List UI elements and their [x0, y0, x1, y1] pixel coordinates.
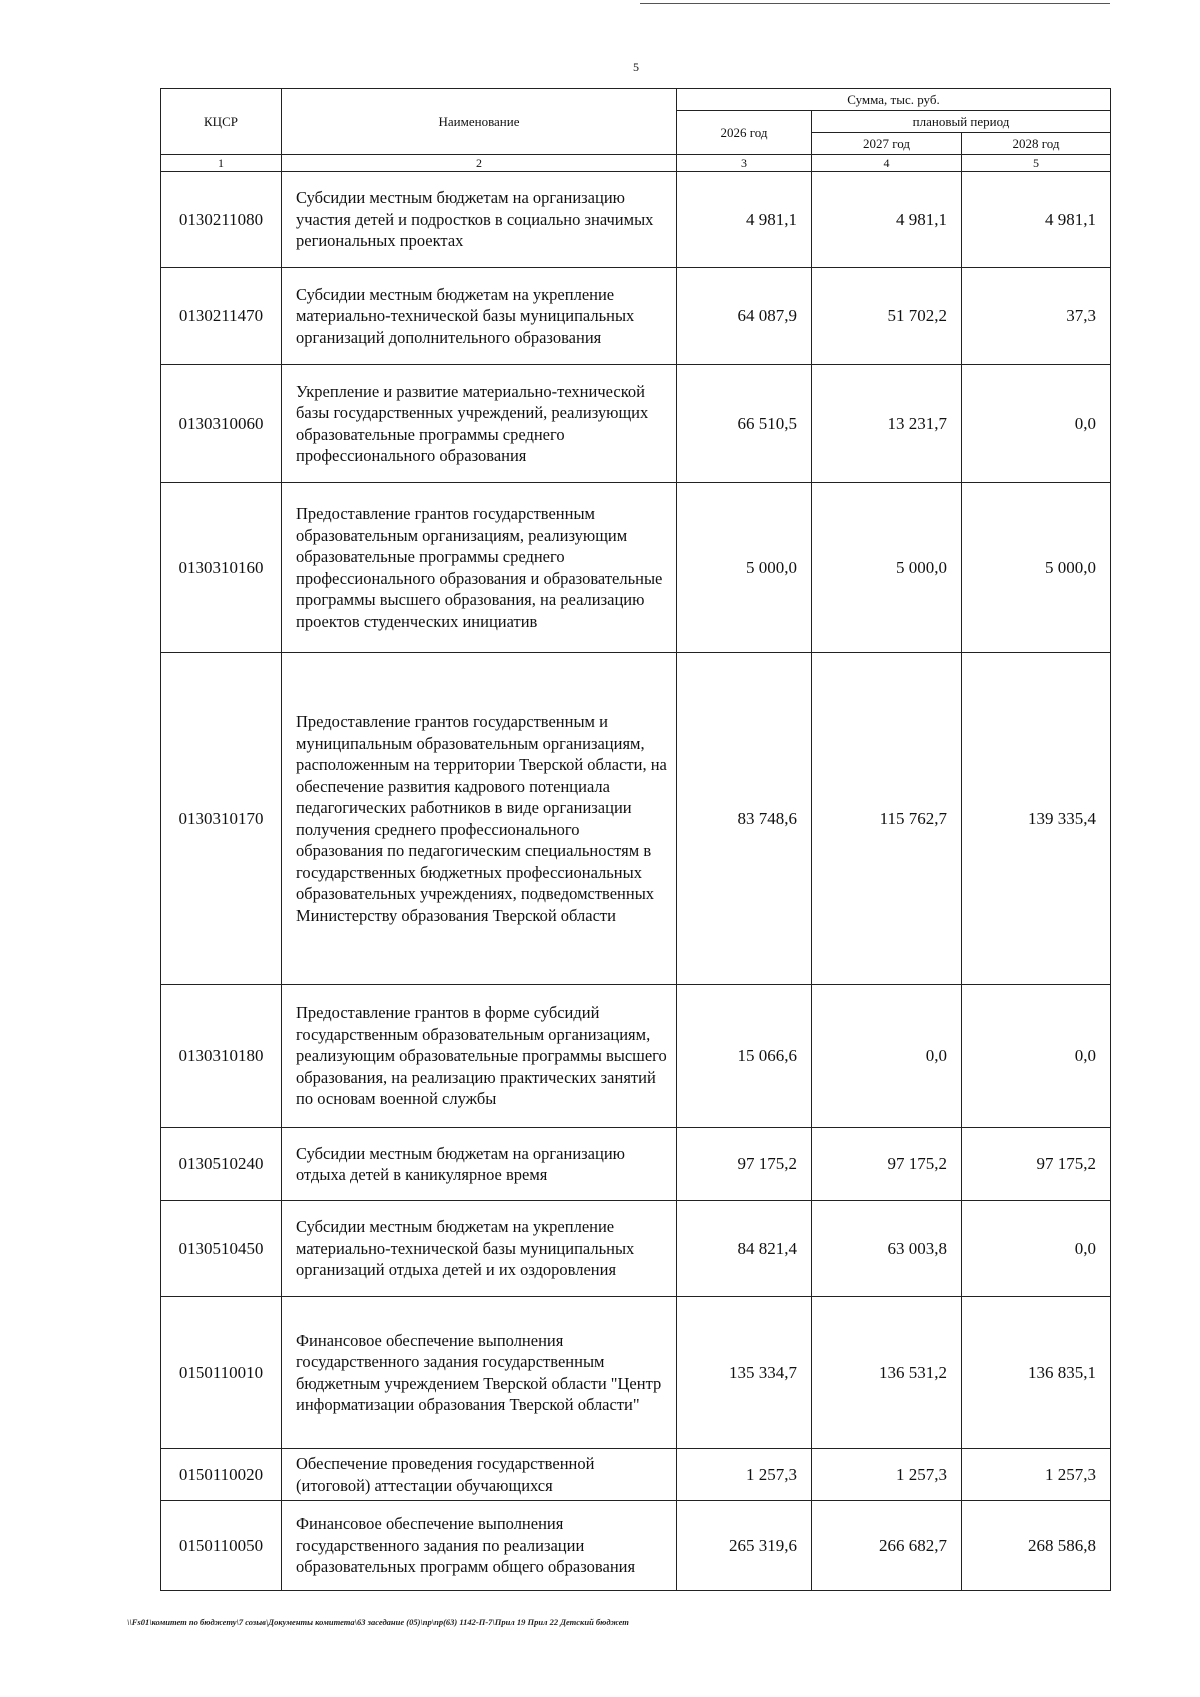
column-number: 5 — [962, 155, 1111, 172]
header-name: Наименование — [282, 89, 677, 155]
row-value-2028: 0,0 — [962, 985, 1111, 1128]
row-value-2026: 5 000,0 — [677, 483, 812, 653]
column-number: 3 — [677, 155, 812, 172]
row-value-2028: 37,3 — [962, 268, 1111, 365]
row-value-2028: 268 586,8 — [962, 1501, 1111, 1591]
row-value-2027: 0,0 — [812, 985, 962, 1128]
row-name: Субсидии местным бюджетам на укрепление материально-технической базы муниципальных организаций дополнительного образования — [282, 268, 677, 365]
row-value-2026: 265 319,6 — [677, 1501, 812, 1591]
row-value-2027: 63 003,8 — [812, 1201, 962, 1297]
row-code: 0130310180 — [161, 985, 282, 1128]
row-code: 0130211470 — [161, 268, 282, 365]
table-row — [161, 1501, 1111, 1591]
table-row — [161, 1297, 1111, 1449]
table-row — [161, 1449, 1111, 1501]
row-value-2026: 1 257,3 — [677, 1449, 812, 1501]
budget-table — [160, 88, 1111, 1591]
row-code: 0130510450 — [161, 1201, 282, 1297]
table-body — [161, 172, 1111, 1591]
header-sum: Сумма, тыс. руб. — [677, 89, 1111, 111]
row-value-2028: 139 335,4 — [962, 653, 1111, 985]
table-row — [161, 483, 1111, 653]
row-name: Субсидии местным бюджетам на организацию отдыха детей в каникулярное время — [282, 1128, 677, 1201]
row-value-2028: 4 981,1 — [962, 172, 1111, 268]
row-value-2027: 115 762,7 — [812, 653, 962, 985]
row-name: Субсидии местным бюджетам на организацию участия детей и подростков в социально значимых региональных проектах — [282, 172, 677, 268]
table-row — [161, 365, 1111, 483]
row-code: 0150110010 — [161, 1297, 282, 1449]
table-row — [161, 1201, 1111, 1297]
row-value-2028: 0,0 — [962, 1201, 1111, 1297]
row-value-2026: 64 087,9 — [677, 268, 812, 365]
row-name: Субсидии местным бюджетам на укрепление материально-технической базы муниципальных организаций отдыха детей и их оздоровления — [282, 1201, 677, 1297]
row-name: Предоставление грантов государственным образовательным организациям, реализующим образовательные программы среднего профессионального образования и образовательные программы высшего образования, на реализацию проектов студенческих инициатив — [282, 483, 677, 653]
row-code: 0130211080 — [161, 172, 282, 268]
row-value-2027: 1 257,3 — [812, 1449, 962, 1501]
row-name: Обеспечение проведения государственной (итоговой) аттестации обучающихся — [282, 1449, 677, 1501]
row-code: 0130510240 — [161, 1128, 282, 1201]
row-value-2028: 97 175,2 — [962, 1128, 1111, 1201]
row-value-2026: 66 510,5 — [677, 365, 812, 483]
header-planned-period: плановый период — [812, 111, 1111, 133]
column-number: 2 — [282, 155, 677, 172]
row-value-2028: 5 000,0 — [962, 483, 1111, 653]
table-row — [161, 268, 1111, 365]
top-border-line — [640, 3, 1110, 4]
row-value-2026: 135 334,7 — [677, 1297, 812, 1449]
row-name: Финансовое обеспечение выполнения государственного задания государственным бюджетным учреждением Тверской области "Центр информатизации образования Тверской области" — [282, 1297, 677, 1449]
row-code: 0130310170 — [161, 653, 282, 985]
table-row — [161, 653, 1111, 985]
column-number: 4 — [812, 155, 962, 172]
row-value-2028: 1 257,3 — [962, 1449, 1111, 1501]
row-value-2027: 13 231,7 — [812, 365, 962, 483]
row-value-2026: 83 748,6 — [677, 653, 812, 985]
row-code: 0150110020 — [161, 1449, 282, 1501]
row-name: Предоставление грантов в форме субсидий государственным образовательным организациям, реализующим образовательные программы высшего образования, на реализацию практических занятий по основам военной службы — [282, 985, 677, 1128]
row-code: 0130310160 — [161, 483, 282, 653]
row-value-2026: 97 175,2 — [677, 1128, 812, 1201]
row-name: Предоставление грантов государственным и муниципальным образовательным организациям, расположенным на территории Тверской области, на обеспечение развития кадрового потенциала педагогических работников в виде организации получения среднего профессионального образования по педагогическим специальностям в государственных бюджетных профессиональных образовательных учреждениях, подведомственных Министерству образования Тверской области — [282, 653, 677, 985]
table-row — [161, 985, 1111, 1128]
row-code: 0130310060 — [161, 365, 282, 483]
table-header — [161, 89, 1111, 172]
row-name: Финансовое обеспечение выполнения государственного задания по реализации образовательных программ общего образования — [282, 1501, 677, 1591]
row-value-2026: 4 981,1 — [677, 172, 812, 268]
row-value-2026: 84 821,4 — [677, 1201, 812, 1297]
row-name: Укрепление и развитие материально-технической базы государственных учреждений, реализующих образовательные программы среднего профессионального образования — [282, 365, 677, 483]
row-value-2027: 136 531,2 — [812, 1297, 962, 1449]
page-number: 5 — [633, 60, 639, 74]
row-value-2027: 51 702,2 — [812, 268, 962, 365]
row-value-2028: 0,0 — [962, 365, 1111, 483]
row-value-2026: 15 066,6 — [677, 985, 812, 1128]
table-row — [161, 172, 1111, 268]
header-code: КЦСР — [161, 89, 282, 155]
row-value-2027: 97 175,2 — [812, 1128, 962, 1201]
row-value-2027: 5 000,0 — [812, 483, 962, 653]
row-value-2027: 4 981,1 — [812, 172, 962, 268]
footer-file-path: \\Fs01\комитет по бюджету\7 созыв\Документы комитета\63 заседание (05)\пр\пр(63) 1142-П-7\Прил 19 Прил 22 Детский бюджет — [127, 1617, 629, 1627]
header-year-2028: 2028 год — [962, 133, 1111, 155]
header-year-2026: 2026 год — [677, 111, 812, 155]
table-row — [161, 1128, 1111, 1201]
row-code: 0150110050 — [161, 1501, 282, 1591]
header-year-2027: 2027 год — [812, 133, 962, 155]
row-value-2028: 136 835,1 — [962, 1297, 1111, 1449]
row-value-2027: 266 682,7 — [812, 1501, 962, 1591]
column-number: 1 — [161, 155, 282, 172]
